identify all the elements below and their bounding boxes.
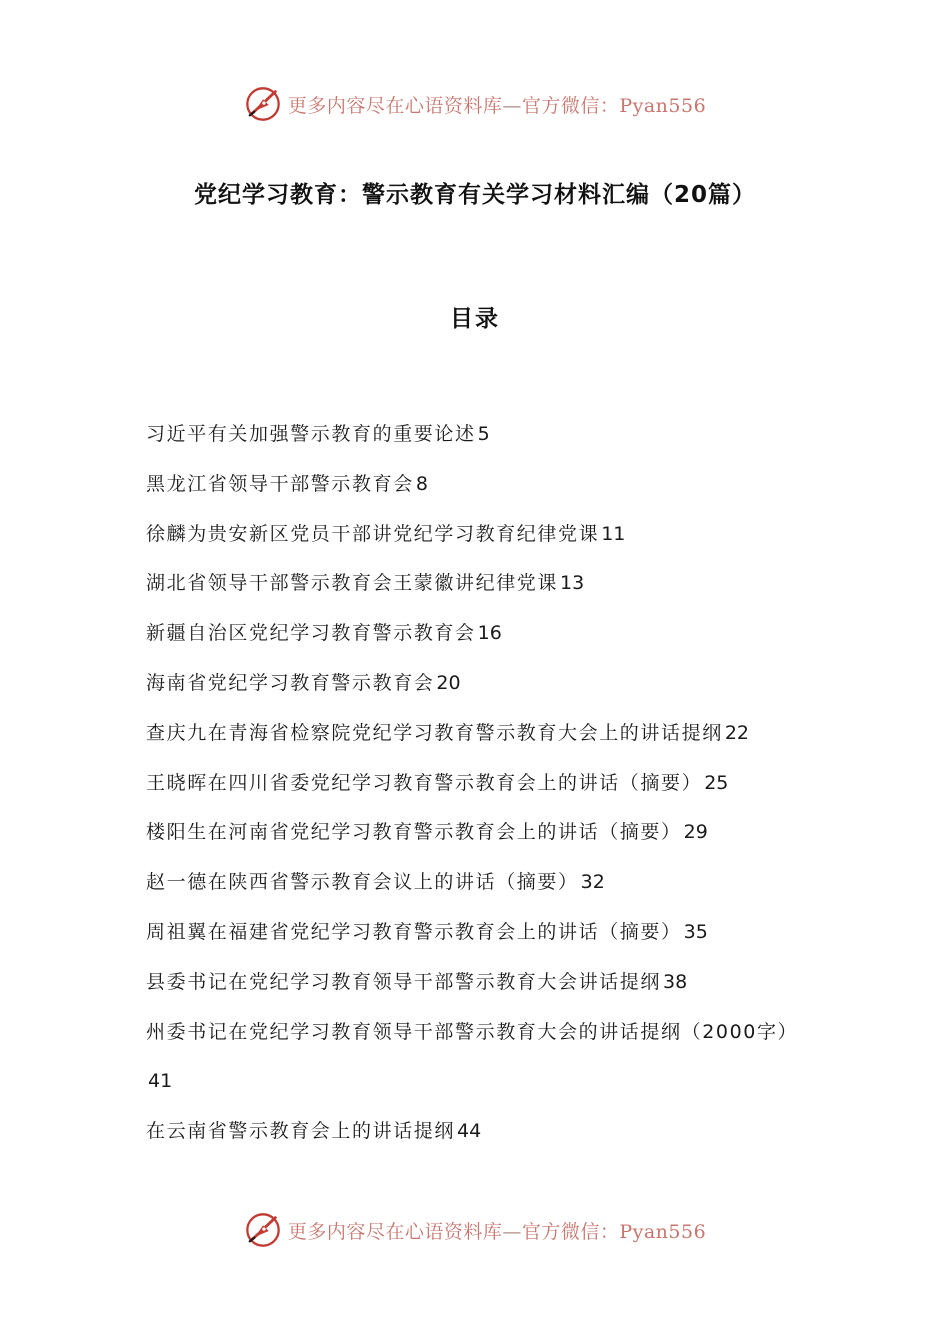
toc-item-title: 湖北省领导干部警示教育会王蒙徽讲纪律党课 [146,572,559,595]
toc-item[interactable] [146,709,810,759]
banner-content [244,85,706,123]
toc-item[interactable] [146,1107,810,1157]
toc-item-title: 赵一德在陕西省警示教育会议上的讲话（摘要） [146,871,579,894]
toc-item-page: 44 [457,1120,482,1143]
banner-suffix-text: 官方微信：Pyan556 [521,1220,707,1243]
toc-item[interactable] [146,958,810,1008]
toc-item-page: 8 [415,472,428,495]
toc-item-title: 查庆九在青海省检察院党纪学习教育警示教育大会上的讲话提纲 [146,721,723,744]
toc-item-title: 海南省党纪学习教育警示教育会 [146,671,435,694]
pen-nib-logo-icon [244,85,282,123]
document-title: 党纪学习教育：警示教育有关学习材料汇编（20篇） [193,182,756,208]
toc-item-title: 周祖翼在福建省党纪学习教育警示教育会上的讲话（摘要） [146,920,682,943]
banner-main-text: 更多内容尽在心语资料库 [287,94,503,117]
toc-item-title: 楼阳生在河南省党纪学习教育警示教育会上的讲话（摘要） [146,821,682,844]
toc-item[interactable] [146,460,810,510]
toc-item-title: 州委书记在党纪学习教育领导干部警示教育大会的讲话提纲（2000字） [146,1020,799,1043]
toc-item-page: 29 [683,821,708,844]
toc-item[interactable] [146,559,810,609]
toc-item[interactable] [146,908,810,958]
toc-item[interactable] [146,609,810,659]
toc-item-page: 25 [704,771,729,794]
toc-item-page: 11 [601,522,626,545]
toc-item[interactable] [146,659,810,709]
pen-nib-logo-icon [244,1211,282,1249]
toc-item-title: 王晓晖在四川省委党纪学习教育警示教育会上的讲话（摘要） [146,771,703,794]
banner-main-text: 更多内容尽在心语资料库 [287,1220,503,1243]
banner-content [244,1211,706,1249]
toc-item-page: 22 [724,721,749,744]
toc-item-title: 县委书记在党纪学习教育领导干部警示教育大会讲话提纲 [146,970,662,993]
toc-item-page: 41 [148,1070,173,1093]
toc-item-title: 在云南省警示教育会上的讲话提纲 [146,1120,456,1143]
toc-item[interactable] [146,1008,810,1108]
toc-item-page: 38 [663,970,688,993]
banner-text [288,91,706,118]
table-of-contents [146,410,810,1157]
footer-banner [0,1208,950,1252]
toc-item-page: 35 [683,920,708,943]
toc-item-page: 20 [436,671,461,694]
banner-text [288,1217,706,1244]
toc-item-title: 习近平有关加强警示教育的重要论述 [146,423,476,445]
toc-heading: 目录 [450,306,500,332]
toc-item-page: 32 [580,871,605,894]
toc-item-title: 徐麟为贵安新区党员干部讲党纪学习教育纪律党课 [146,522,600,545]
toc-item[interactable] [146,510,810,560]
toc-item-page: 5 [477,423,490,445]
banner-separator: — [502,1220,522,1243]
toc-item-page: 16 [477,622,502,645]
header-banner [0,82,950,126]
toc-item[interactable] [146,759,810,809]
toc-item-page: 13 [560,572,585,595]
banner-suffix-text: 官方微信：Pyan556 [521,94,707,117]
banner-separator: — [502,94,522,117]
toc-item-title: 黑龙江省领导干部警示教育会 [146,472,414,495]
toc-item[interactable] [146,858,810,908]
toc-item[interactable] [146,808,810,858]
toc-item[interactable] [146,410,810,460]
toc-item-title: 新疆自治区党纪学习教育警示教育会 [146,622,476,645]
